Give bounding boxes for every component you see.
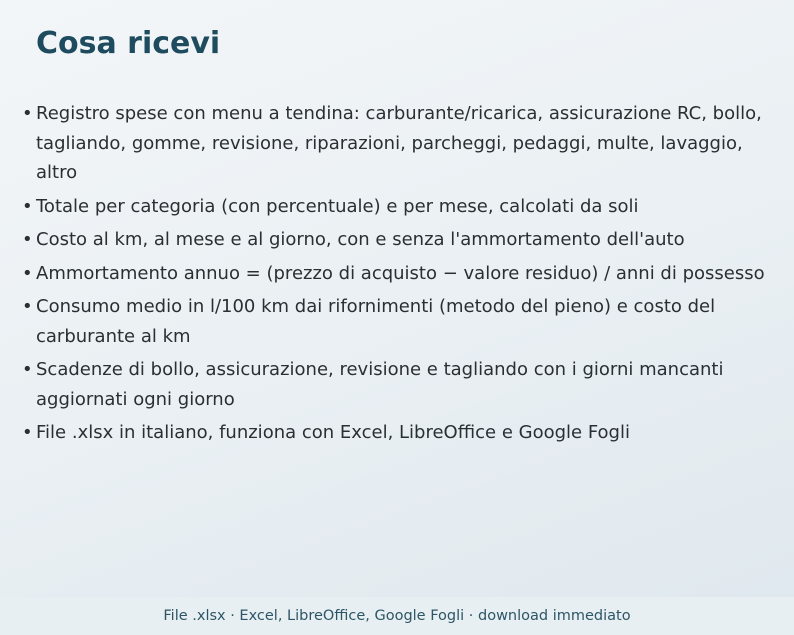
bullet-icon: •: [22, 422, 33, 443]
list-item: [22, 418, 766, 448]
feature-text: Scadenze di bollo, assicurazione, revisione e tagliando con i giorni mancanti aggiornati ogni giorno: [36, 359, 724, 410]
feature-text: File .xlsx in italiano, funziona con Excel, LibreOffice e Google Fogli: [36, 422, 630, 443]
bullet-icon: •: [22, 103, 33, 124]
feature-text: Costo al km, al mese e al giorno, con e senza l'ammortamento dell'auto: [36, 229, 685, 250]
list-item: [22, 192, 766, 222]
feature-text: Registro spese con menu a tendina: carburante/ricarica, assicurazione RC, bollo, tagliando, gomme, revisione, riparazioni, parcheggi, pedaggi, multe, lavaggio, altro: [36, 103, 762, 183]
bullet-icon: •: [22, 195, 33, 217]
list-item: [22, 99, 766, 188]
bullet-icon: •: [22, 262, 33, 284]
footer-text: File .xlsx · Excel, LibreOffice, Google Fogli · download immediato: [163, 608, 631, 624]
feature-list: [22, 99, 766, 452]
list-item: [22, 259, 766, 289]
page-title: Cosa ricevi: [36, 26, 221, 61]
feature-text: Totale per categoria (con percentuale) e per mese, calcolati da soli: [36, 195, 639, 217]
list-item: [22, 355, 766, 414]
bullet-icon: •: [22, 229, 33, 250]
feature-text: Ammortamento annuo = (prezzo di acquisto − valore residuo) / anni di possesso: [36, 262, 765, 284]
feature-text: Consumo medio in l/100 km dai rifornimenti (metodo del pieno) e costo del carburante al km: [36, 296, 716, 347]
bullet-icon: •: [22, 359, 33, 380]
list-item: [22, 225, 766, 255]
list-item: [22, 292, 766, 351]
footer-bar: [0, 597, 794, 635]
bullet-icon: •: [22, 296, 33, 317]
